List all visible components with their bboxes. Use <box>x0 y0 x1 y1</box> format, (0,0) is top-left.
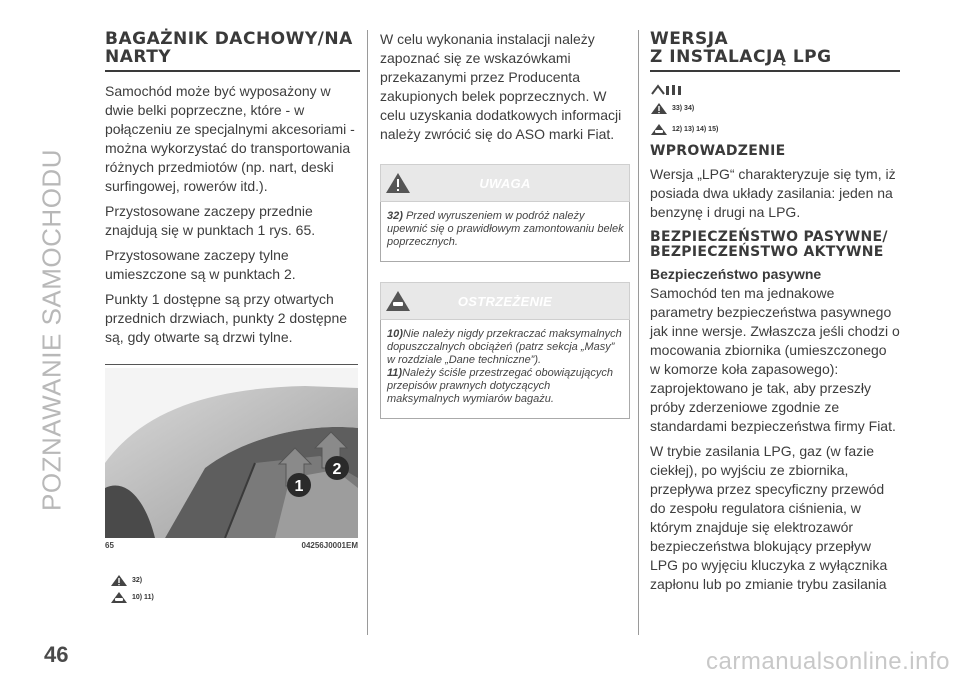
lpg-icon <box>650 82 900 98</box>
section-heading: BAGAŻNIK DACHOWY/NA NARTY <box>105 30 360 72</box>
warning-box-uwaga <box>380 164 630 202</box>
figure-caption <box>105 541 358 550</box>
reference-list <box>110 570 154 608</box>
page-number: 46 <box>44 642 69 667</box>
column-divider <box>638 30 639 635</box>
figure-number: 65 <box>105 541 114 550</box>
side-section-title: POZNAWANIE SAMOCHODU <box>36 149 67 511</box>
warning-box-ostrzezenie <box>380 282 630 320</box>
warning-triangle-icon <box>110 574 128 587</box>
reference-item: 10) 11) <box>110 591 154 604</box>
figure-code: 04256J0001EM <box>301 541 358 550</box>
subheading: BEZPIECZEŃSTWO PASYWNE/ BEZPIECZEŃSTWO AKTYWNE <box>650 229 888 260</box>
column-2 <box>380 30 630 419</box>
paragraph: W trybie zasilania LPG, gaz (w fazie ciekłej), po wyjściu ze zbiornika, przepływa przez specyficzny przewód do zespołu regulatora ciśnienia, w którym znajduje się elektrozawór bezpieczeństwa blokujący przepływ LPG po wyjęciu kluczyka z wyłącznika zapłonu lub po zmianie trybu zasilania <box>650 443 888 592</box>
column-1 <box>105 30 360 353</box>
column-divider <box>367 30 368 635</box>
figure-top-rule <box>105 364 358 365</box>
warning-title: OSTRZEŻENIE <box>457 294 553 309</box>
paragraph: Przystosowane zaczepy przednie znajdują się w punktach 1 rys. 65. <box>105 203 316 238</box>
paragraph: Samochód może być wyposażony w dwie belki poprzeczne, które - w połączeniu ze specjalnymi akcesoriami - można wykorzystać do transportowania różnych przedmiotów (np. nart, deski surfingowej, rowerów itd.). <box>105 83 355 194</box>
section-heading: WERSJA <box>650 29 729 49</box>
warning-title: UWAGA <box>479 176 531 191</box>
figure-marker-2: 2 <box>332 461 342 478</box>
subheading: WPROWADZENIE <box>650 143 786 159</box>
reference-item: 32) <box>110 574 154 587</box>
section-heading-line2: Z INSTALACJĄ LPG <box>650 48 900 72</box>
paragraph: Przystosowane zaczepy tylne umieszczone są w punktach 2. <box>105 247 296 282</box>
reference-item: 12) 13) 14) 15) <box>650 123 900 136</box>
watermark: carmanualsonline.info <box>706 648 950 675</box>
warning-content: 10)Nie należy nigdy przekraczać maksymalnych dopuszczalnych obciążeń (patrz sekcja „Masy” w rozdziale „Dane techniczne”). 11)Należy ściśle przestrzegać obowiązujących przepisów prawnych dotyczących maksymalnych wymiarów bagażu. <box>380 320 630 419</box>
minor-heading: Bezpieczeństwo pasywne <box>650 266 822 282</box>
paragraph: W celu wykonania instalacji należy zapoznać się ze wskazówkami przekazanymi przez Producenta zakupionych belek poprzecznych. W celu uzyskania dodatkowych informacji należy zwrócić się do ASO marki Fiat. <box>380 31 622 142</box>
warning-triangle-icon <box>650 102 668 115</box>
car-warning-icon <box>110 591 128 604</box>
paragraph: Samochód ten ma jednakowe parametry bezpieczeństwa pasywnego jak inne wersje. Zwłaszcza jeśli chodzi o mocowania zbiornika (umieszczonego w komorze koła zapasowego): zaprojektowano je tak, aby przeszły próby zderzeniowe zgodnie ze standardami bezpieczeństwa firmy Fiat. <box>650 285 900 434</box>
warning-content: 32) Przed wyruszeniem w podróż należy upewnić się o prawidłowym zamontowaniu belek poprzecznych. <box>380 202 630 262</box>
figure-marker-1: 1 <box>294 478 304 495</box>
paragraph: Punkty 1 dostępne są przy otwartych przednich drzwiach, punkty 2 dostępne są, gdy otwarte są drzwi tylne. <box>105 291 348 345</box>
paragraph: Wersja „LPG“ charakteryzuje się tym, iż posiada dwa układy zasilania: jeden na benzynę i drugi na LPG. <box>650 166 896 220</box>
car-warning-icon <box>650 123 668 136</box>
column-3 <box>650 30 900 600</box>
reference-item: 33) 34) <box>650 102 900 115</box>
car-roof-figure <box>105 368 358 538</box>
